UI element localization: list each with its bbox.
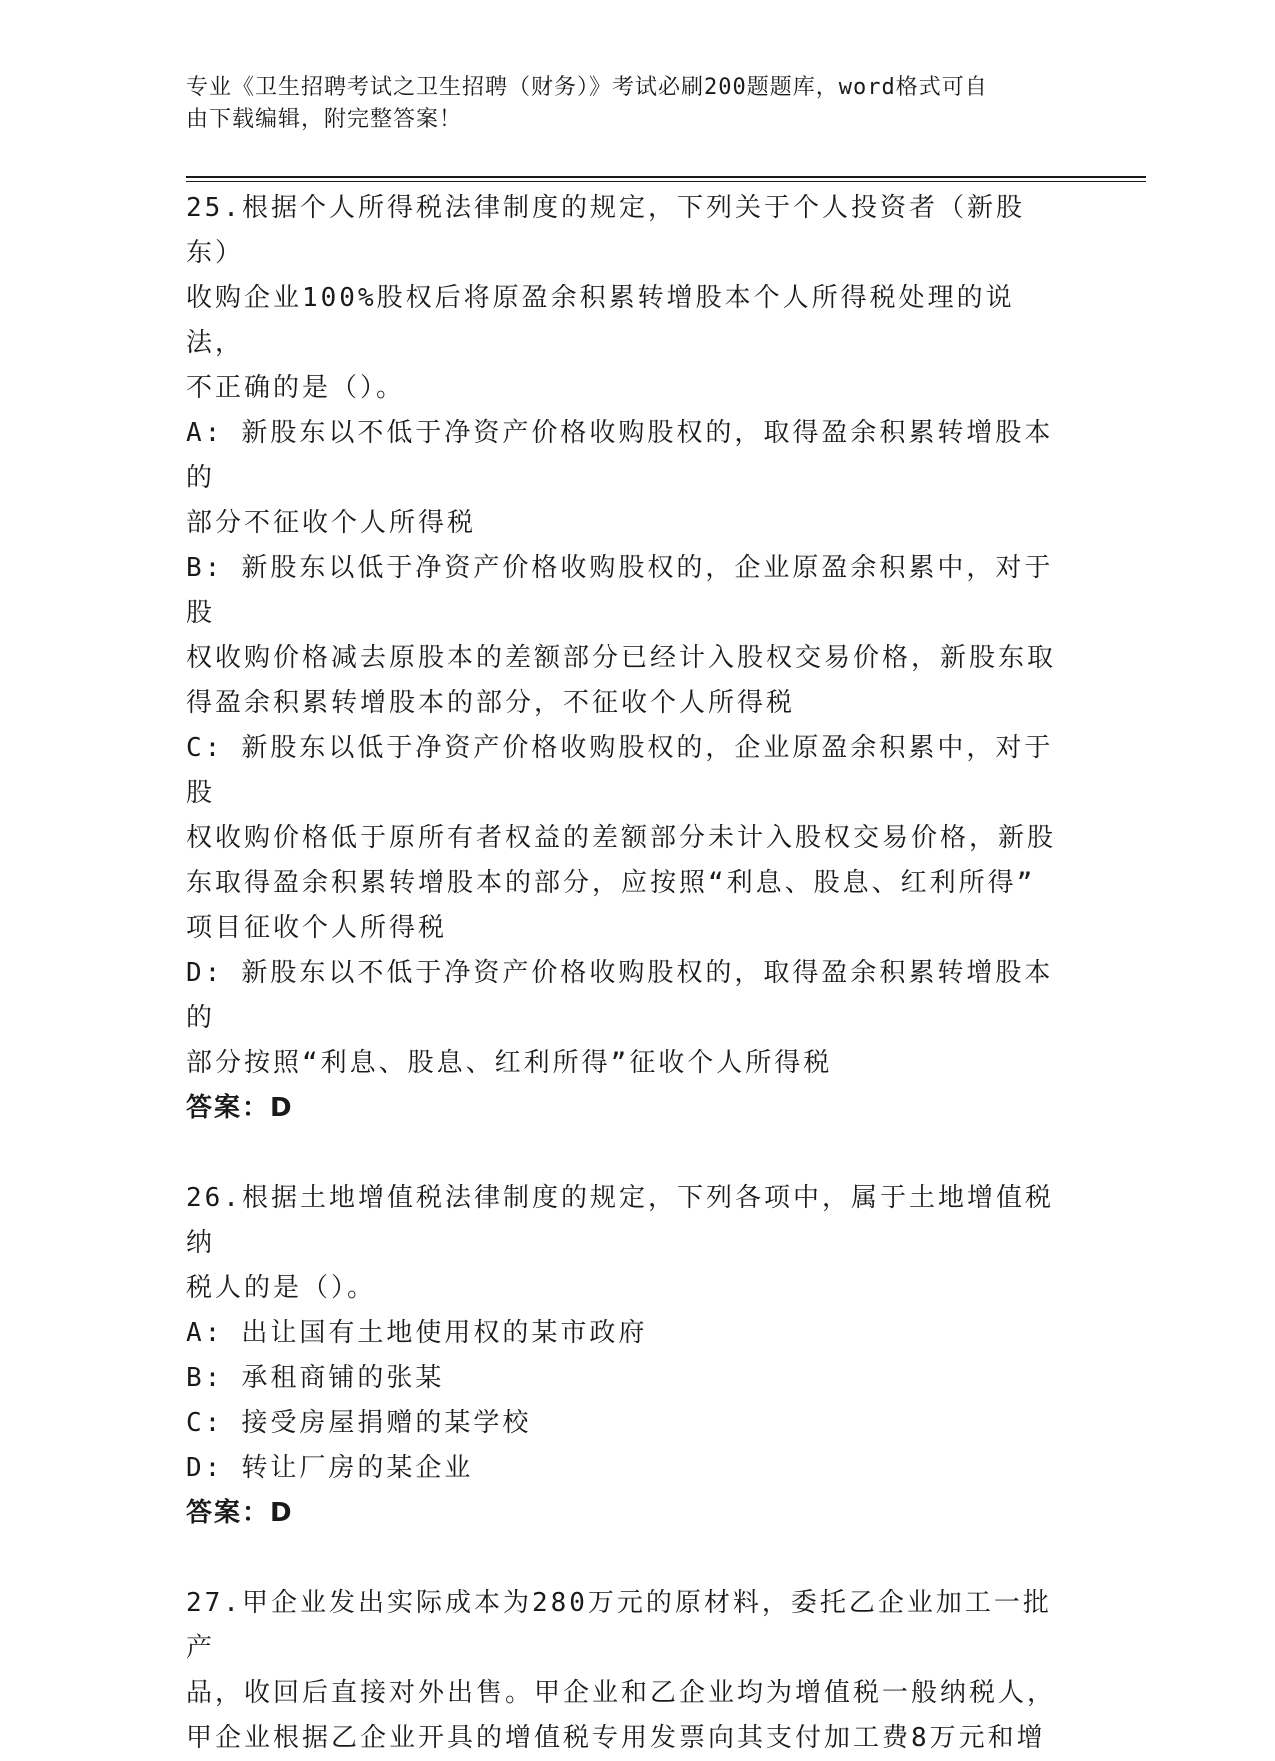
- header-divider-thick: [186, 176, 1146, 178]
- question-stem-line: 税人的是（）。: [186, 1273, 377, 1303]
- answer-label: 答案：D: [186, 1498, 294, 1528]
- answer-label: 答案：D: [186, 1093, 294, 1123]
- option-letter: D:: [186, 958, 224, 988]
- option-b: [186, 546, 1066, 726]
- header-line-2: 由下载编辑，附完整答案！: [186, 107, 463, 132]
- question-27: [186, 1581, 1066, 1761]
- option-letter: D:: [186, 1453, 224, 1483]
- option-c: [186, 1401, 1066, 1446]
- header-divider-thin: [186, 181, 1146, 182]
- option-text: 承租商铺的张某: [241, 1363, 445, 1393]
- page-header: [186, 72, 1066, 136]
- option-d: [186, 951, 1066, 1086]
- option-letter: C:: [186, 1408, 224, 1438]
- option-a: [186, 1311, 1066, 1356]
- option-text: 东取得盈余积累转增股本的部分，应按照“利息、股息、红利所得”: [186, 868, 1036, 898]
- option-text: 部分按照“利息、股息、红利所得”征收个人所得税: [186, 1048, 833, 1078]
- question-25: [186, 186, 1066, 1131]
- question-stem-line: 27.甲企业发出实际成本为280万元的原材料，委托乙企业加工一批产: [186, 1588, 1052, 1663]
- question-stem-line: 26.根据土地增值税法律制度的规定，下列各项中，属于土地增值税纳: [186, 1183, 1054, 1258]
- option-text: 新股东以不低于净资产价格收购股权的，取得盈余积累转增股本的: [186, 418, 1054, 493]
- option-letter: A:: [186, 1318, 224, 1348]
- option-text: 项目征收个人所得税: [186, 913, 448, 943]
- option-letter: C:: [186, 733, 224, 763]
- option-text: 新股东以不低于净资产价格收购股权的，取得盈余积累转增股本的: [186, 958, 1054, 1033]
- option-text: 得盈余积累转增股本的部分，不征收个人所得税: [186, 688, 796, 718]
- header-line-1: 专业《卫生招聘考试之卫生招聘（财务）》考试必刷200题题库，word格式可自: [186, 75, 988, 100]
- option-text: 转让厂房的某企业: [241, 1453, 474, 1483]
- option-d: [186, 1446, 1066, 1491]
- question-stem-line: 不正确的是（）。: [186, 373, 406, 403]
- option-c: [186, 726, 1066, 951]
- question-stem-line: 25.根据个人所得税法律制度的规定，下列关于个人投资者（新股东）: [186, 193, 1025, 268]
- question-stem-line: 品，收回后直接对外出售。甲企业和乙企业均为增值税一般纳税人，: [186, 1678, 1057, 1708]
- question-stem-line: 收购企业100%股权后将原盈余积累转增股本个人所得税处理的说法，: [186, 283, 1015, 358]
- option-text: 权收购价格低于原所有者权益的差额部分未计入股权交易价格，新股: [186, 823, 1057, 853]
- question-26: [186, 1176, 1066, 1536]
- question-stem-line: 甲企业根据乙企业开具的增值税专用发票向其支付加工费8万元和增: [186, 1723, 1046, 1753]
- option-text: 接受房屋捐赠的某学校: [241, 1408, 532, 1438]
- option-text: 部分不征收个人所得税: [186, 508, 477, 538]
- option-letter: A:: [186, 418, 224, 448]
- option-letter: B:: [186, 1363, 224, 1393]
- questions-content: [186, 186, 1066, 1761]
- option-text: 新股东以低于净资产价格收购股权的，企业原盈余积累中，对于股: [186, 553, 1054, 628]
- option-text: 权收购价格减去原股本的差额部分已经计入股权交易价格，新股东取: [186, 643, 1057, 673]
- option-b: [186, 1356, 1066, 1401]
- option-text: 新股东以低于净资产价格收购股权的，企业原盈余积累中，对于股: [186, 733, 1054, 808]
- option-text: 出让国有土地使用权的某市政府: [241, 1318, 648, 1348]
- option-a: [186, 411, 1066, 546]
- option-letter: B:: [186, 553, 224, 583]
